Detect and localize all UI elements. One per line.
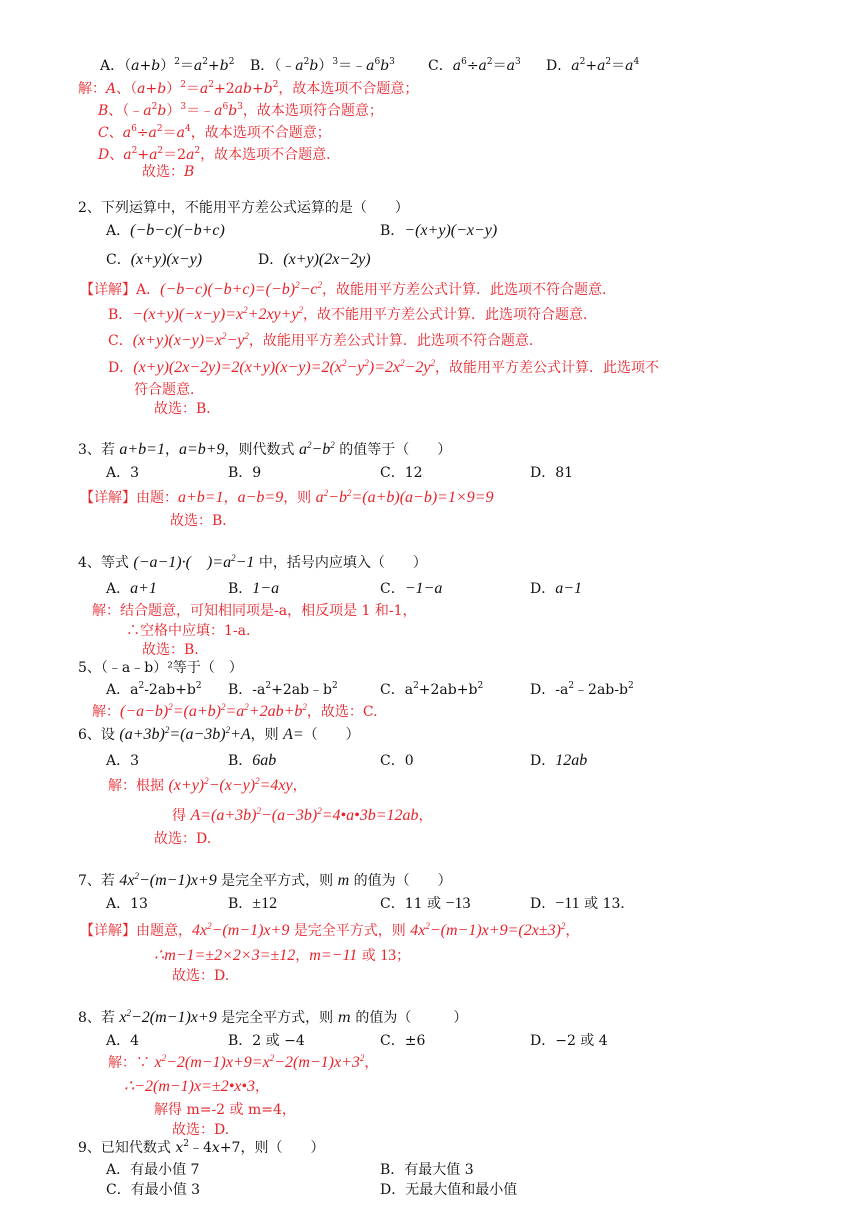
q1-option-a: A．$(a+b)^2=a^2+b^2$ — [100, 57, 235, 74]
q6-option-c: C．0 — [380, 753, 414, 769]
q3-option-d: D．81 — [530, 465, 574, 481]
q3-solution: 【详解】由题：a+b=1，a−b=9，则 $a^2-b^2=(a+b)(a-b)=1\times 9=9$ — [80, 488, 494, 506]
q1-solution-b: B、$(﹣a^2b)^3=﹣a^6b^3$，故本选项符合题意； — [98, 102, 383, 119]
q6-option-a: A．3 — [106, 753, 140, 769]
q7-stem: 7、若 $4x^2-(m-1)x+9$ 是完全平方式，则 m 的值为（ ） — [78, 871, 452, 889]
q1-answer: 故选：B — [142, 164, 195, 180]
q1-option-b: B．$(﹣a^2b)^3=﹣a^6b^3$ — [250, 57, 395, 74]
q2-stem: 2、下列运算中，不能用平方差公式运算的是（ ） — [78, 200, 409, 216]
q8-option-d: D．−2 或 4 — [530, 1033, 608, 1049]
q1-option-c: C．$a^6\div a^2=a^3$ — [428, 57, 521, 74]
q2-option-c: C．(x+y)(x−y) — [106, 251, 203, 268]
q6-option-d: D．12ab — [530, 752, 588, 769]
q8-option-c: C．±6 — [380, 1033, 426, 1049]
q2-solution-d: D．$(x+y)(2x-2y)=2(x+y)(x-y)=2(x^2-y^2)=2x^2-2y^2$，故能用平方差公式计算．此选项不 — [108, 358, 659, 376]
q4-answer: 故选：B. — [142, 642, 199, 658]
q3-option-b: B．9 — [228, 465, 262, 481]
q1-solution-c: C、$a^6\div a^2=a^4$，故本选项不合题意； — [98, 124, 331, 141]
q4-option-b: B．1−a — [228, 580, 280, 597]
q3-option-c: C．12 — [380, 465, 423, 481]
q2-solution-b: B．$-(x+y)(-x-y)=x^2+2xy+y^2$，故不能用平方差公式计算．此选项符合题意． — [108, 305, 598, 323]
q7-option-a: A．13 — [106, 896, 148, 912]
q7-option-c: C．11 或 −13 — [380, 895, 471, 912]
q5-solution: 解：$(-a-b)^2=(a+b)^2=a^2+2ab+b^2$，故选：C. — [92, 702, 378, 720]
q4-solution-1: 解：结合题意，可知相同项是-a，相反项是 1 和-1， — [92, 603, 417, 619]
q2-solution-d-cont: 符合题意． — [134, 382, 204, 398]
q2-option-a: A．(−b−c)(−b+c) — [106, 222, 225, 239]
q8-option-b: B．2 或 −4 — [228, 1033, 305, 1049]
q7-solution-2: ∴m−1=±2×2×3=±12，m=−11 或 13； — [154, 947, 411, 964]
q5-option-b: B．$-a^2+2ab﹣b^2$ — [228, 681, 338, 698]
q2-solution-c: C．$(x+y)(x-y)=x^2-y^2$，故能用平方差公式计算．此选项不符合题意． — [108, 331, 543, 349]
q5-stem: 5、（﹣a﹣b）²等于（ ） — [78, 660, 243, 676]
q7-solution-1: 【详解】由题意，$4x^2-(m-1)x+9$ 是完全平方式，则 $4x^2-(m-1)x+9=(2x\pm 3)^2$， — [80, 921, 580, 939]
q7-option-b: B．±12 — [228, 895, 278, 912]
q6-solution-1: 解：根据 $(x+y)^2-(x-y)^2=4xy$， — [108, 776, 307, 794]
q1-option-d: D．$a^2+a^2=a^4$ — [546, 57, 640, 74]
q5-option-c: C．$a^2+2ab+b^2$ — [380, 681, 484, 698]
q4-option-d: D．a−1 — [530, 580, 583, 597]
q2-solution-a: 【详解】A．$(-b-c)(-b+c)=(-b)^2-c^2$，故能用平方差公式计算．此选项不符合题意． — [80, 280, 616, 298]
q7-answer: 故选：D. — [172, 968, 230, 984]
q8-solution-2: ∴−2(m−1)x=±2•x•3， — [124, 1078, 270, 1095]
q4-stem: 4、等式 (−a−1)·( )$=a^2-1$ 中，括号内应填入（ ） — [78, 553, 427, 571]
q5-option-d: D．$-a^2﹣2ab-b^2$ — [530, 681, 634, 698]
q8-stem: 8、若 $x^2-2(m-1)x+9$ 是完全平方式，则 m 的值为（ ） — [78, 1008, 468, 1026]
q8-answer: 故选：D. — [172, 1122, 230, 1138]
q5-option-a: A．$a^2-2ab+b^2$ — [106, 681, 202, 698]
q8-solution-3: 解得 m=-2 或 m=4， — [154, 1102, 296, 1118]
q9-option-a: A．有最小值 7 — [106, 1162, 200, 1178]
q9-option-c: C．有最小值 3 — [106, 1182, 201, 1198]
q9-option-d: D．无最大值和最小值 — [380, 1182, 518, 1198]
q4-option-a: A．a+1 — [106, 580, 157, 597]
q3-option-a: A．3 — [106, 465, 140, 481]
q4-option-c: C．−1−a — [380, 580, 443, 597]
q8-solution-1: 解：∵ $x^2-2(m-1)x+9=x^2-2(m-1)x+3^2$， — [108, 1053, 379, 1071]
q3-answer: 故选：B． — [170, 513, 237, 529]
q6-option-b: B．6ab — [228, 752, 277, 769]
q7-option-d: D．−11 或 13． — [530, 895, 635, 912]
q6-stem: 6、设 $(a+3b)^2=(a-3b)^2+A$，则 A=（ ） — [78, 725, 360, 743]
q8-option-a: A．4 — [106, 1033, 140, 1049]
q4-solution-2: ∴空格中应填：1-a. — [126, 623, 251, 639]
q6-solution-2: 得 $A=(a+3b)^2-(a-3b)^2=4•a•3b=12ab$， — [172, 806, 433, 824]
q2-option-b: B．−(x+y)(−x−y) — [380, 222, 498, 239]
q6-answer: 故选：D. — [154, 831, 212, 847]
q2-option-d: D．(x+y)(2x−2y) — [258, 251, 371, 268]
q2-answer: 故选：B． — [154, 401, 221, 417]
q3-stem: 3、若 a+b=1，a=b+9，则代数式 $a^2-b^2$ 的值等于（ ） — [78, 440, 452, 458]
q1-solution-a: 解：A、$(a+b)^2=a^2+2ab+b^2$，故本选项不合题意； — [78, 80, 419, 97]
q1-solution-d: D、$a^2+a^2=2a^2$，故本选项不合题意． — [98, 146, 341, 163]
q9-stem: 9、已知代数式 $x^2﹣4x+7$，则（ ） — [78, 1139, 325, 1156]
q9-option-b: B．有最大值 3 — [380, 1162, 474, 1178]
